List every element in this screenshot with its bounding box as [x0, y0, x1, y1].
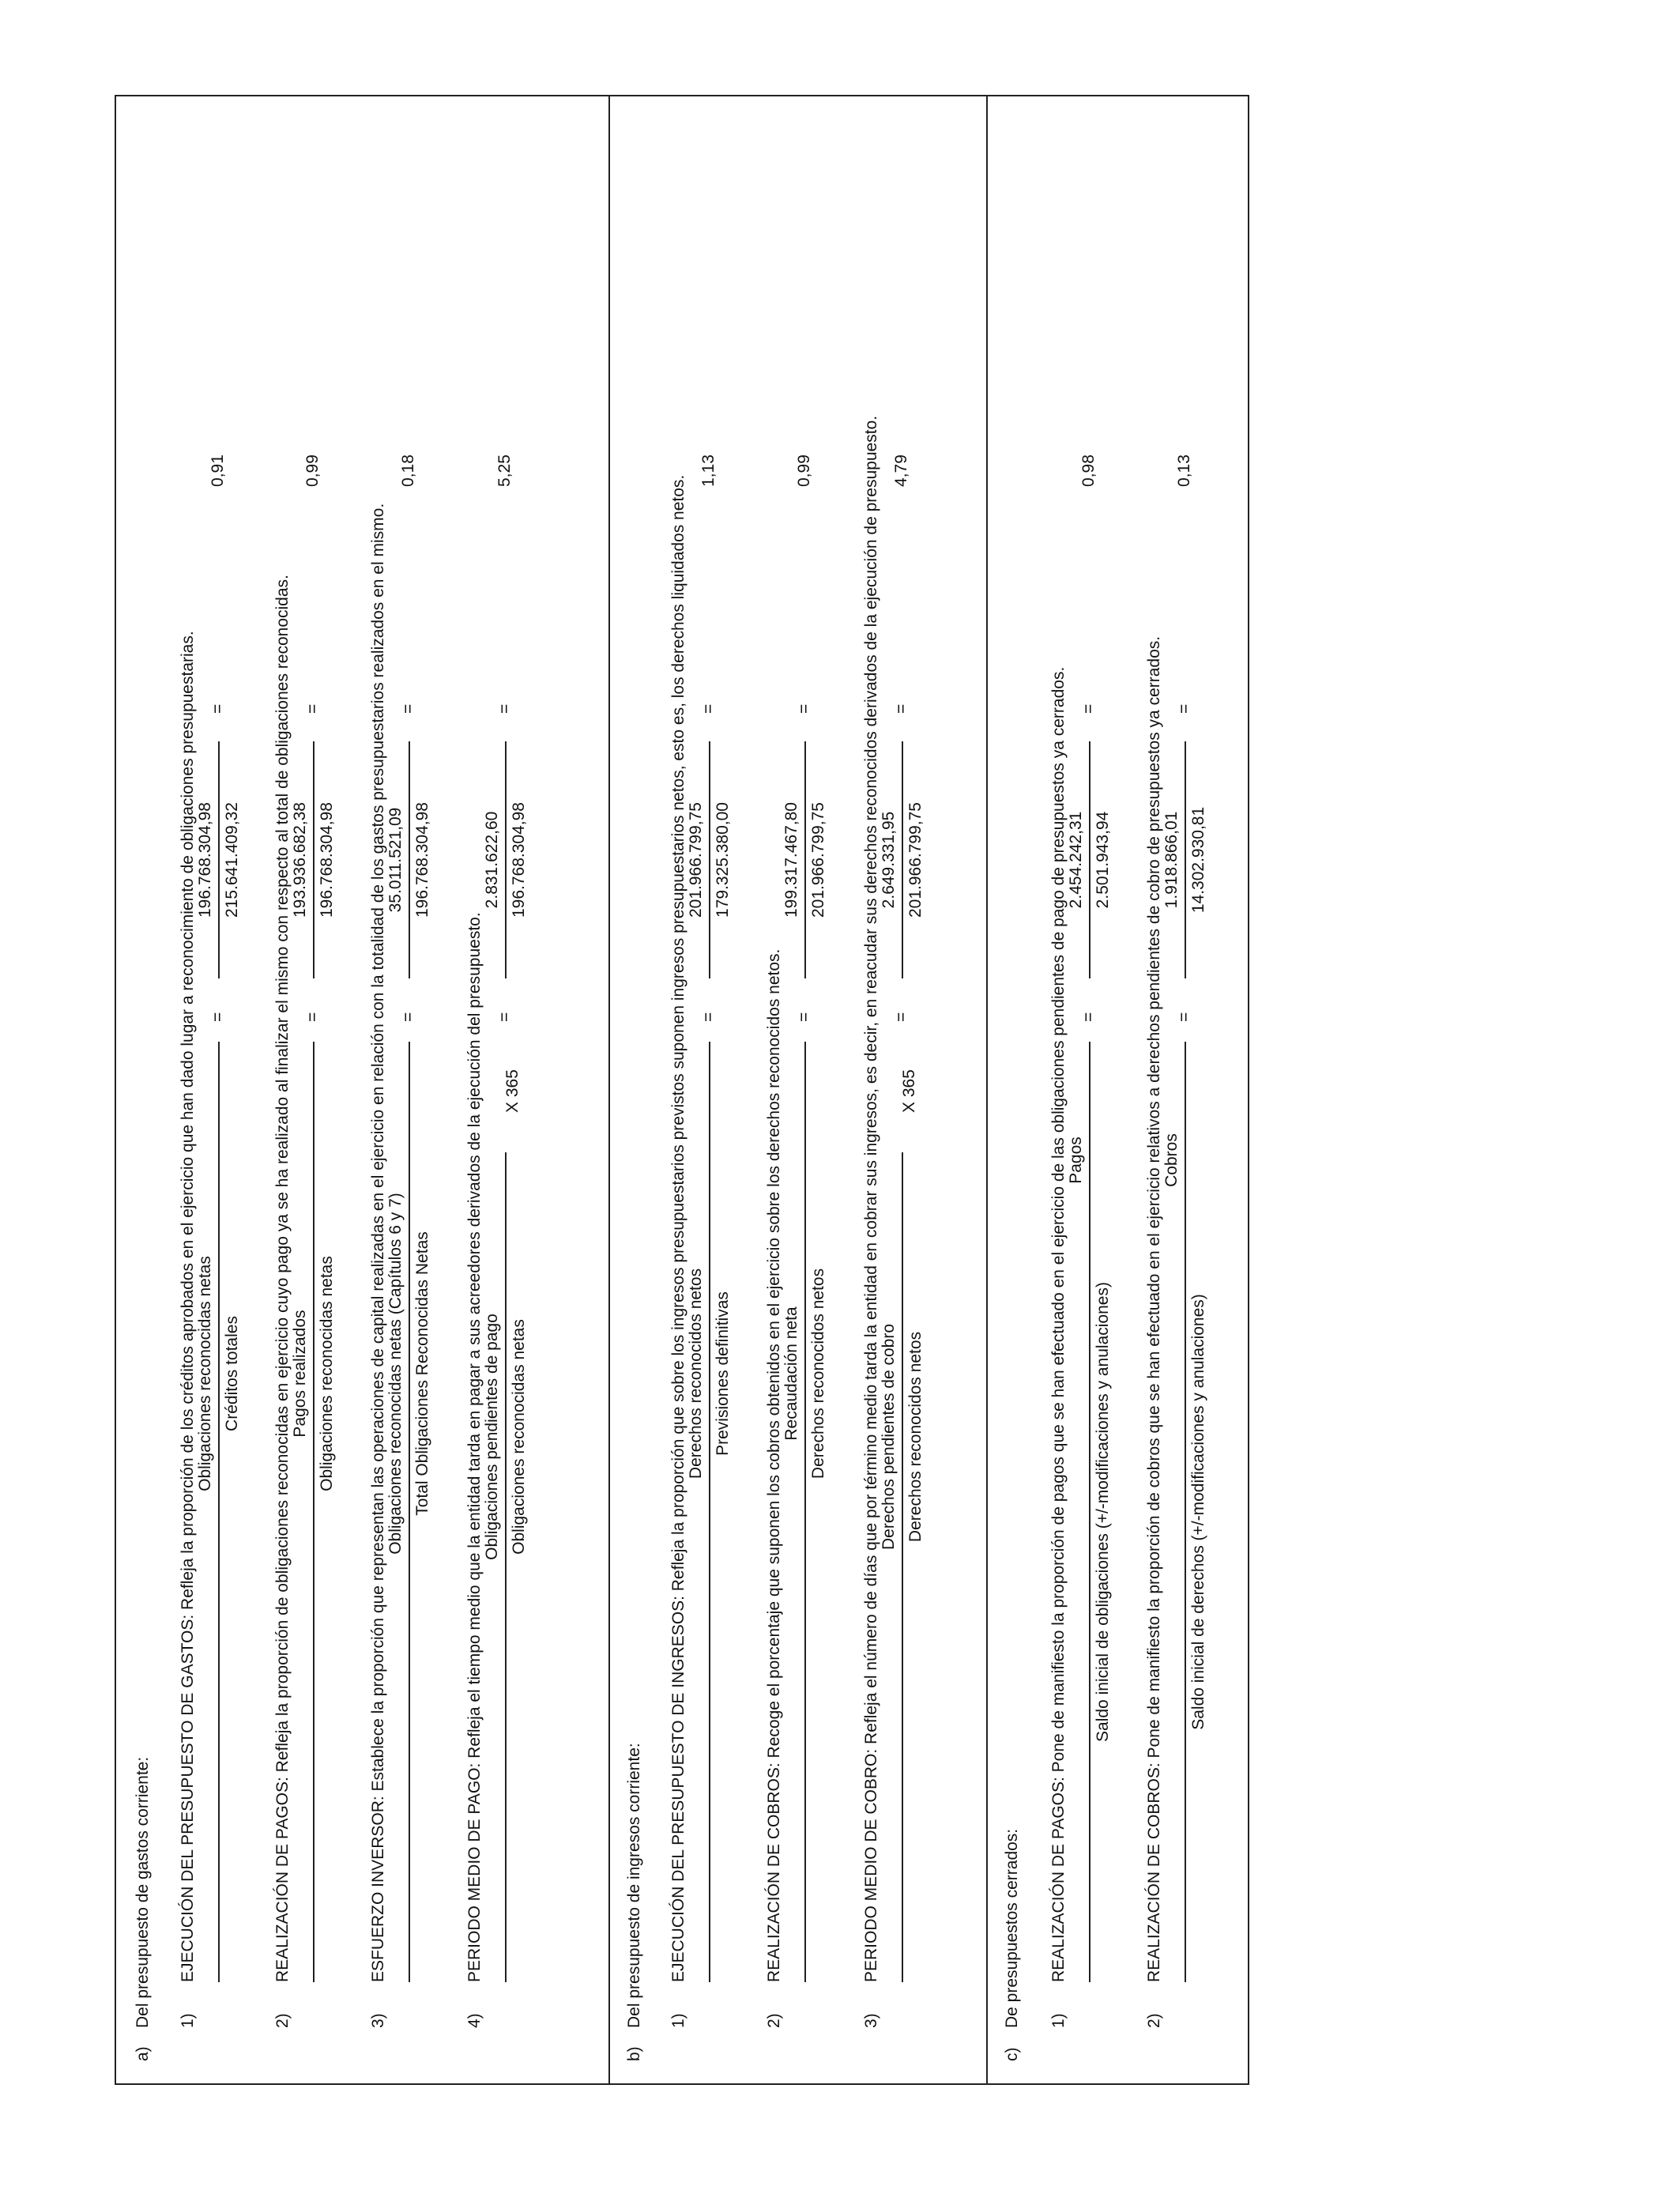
result-value: 1,13 [699, 454, 718, 487]
numerator-value: 196.768.304,98 [196, 802, 214, 918]
value-fraction-line [804, 741, 806, 978]
denominator-value: 201.966.799,75 [906, 802, 925, 918]
section-title: Del presupuesto de gastos corriente: [134, 1756, 152, 2028]
equals-sign: = [495, 1012, 514, 1022]
equals-sign: = [303, 1012, 322, 1022]
result-value: 0,99 [303, 454, 322, 487]
result-value: 0,98 [1079, 454, 1098, 487]
value-fraction-line [505, 741, 507, 978]
numerator-value: 35.011.521,09 [386, 807, 405, 913]
value-fraction-line [313, 741, 315, 978]
denominator-label: Derechos reconocidos netos [906, 1331, 925, 1543]
numerator-label: Pagos realizados [291, 1310, 309, 1438]
item-number: 1) [1049, 2013, 1068, 2028]
equals-sign: = [303, 703, 322, 714]
denominator-label: Derechos reconocidos netos [809, 1268, 827, 1480]
result-value: 0,13 [1175, 454, 1193, 487]
result-value: 0,91 [209, 454, 227, 487]
numerator-value: 193.936.682,38 [291, 802, 309, 918]
fraction-line [1185, 1042, 1186, 1982]
numerator-label: Obligaciones reconocidas netas [196, 1256, 214, 1491]
value-fraction-line [1185, 741, 1186, 978]
equals-sign: = [892, 703, 910, 714]
fraction-line [1089, 1042, 1090, 1982]
fraction-line [902, 1152, 903, 1982]
fraction-line [313, 1042, 315, 1982]
denominator-label: Saldo inicial de obligaciones (+/-modificaciones y anulaciones) [1094, 1282, 1112, 1742]
section-letter: c) [1003, 2047, 1021, 2061]
numerator-value: 2.831.622,60 [483, 811, 501, 909]
denominator-value: 215.641.409,32 [223, 802, 241, 918]
section-title: Del presupuesto de ingresos corriente: [625, 1743, 643, 2028]
numerator-value: 199.317.467,80 [782, 802, 800, 918]
numerator-label: Cobros [1162, 1133, 1181, 1187]
item-description: PERIODO MEDIO DE COBRO: Refleja el número de días que por término medio tarda la entidad en cobrar sus ingresos, es decir, en reacudar sus derechos reconocidos derivados de la ejecución de presupuesto. [862, 415, 880, 1982]
equals-sign: = [1175, 1012, 1193, 1022]
section-letter: b) [625, 2046, 643, 2061]
section-divider [986, 96, 988, 2085]
numerator-label: Derechos reconocidos netos [687, 1268, 705, 1480]
numerator-value: 201.966.799,75 [687, 802, 705, 918]
item-number: 2) [273, 2013, 292, 2028]
fraction-line [709, 1042, 710, 1982]
item-description: REALIZACIÓN DE COBROS: Pone de manifiesto la proporción de cobros que se han efectuado en el ejercicio relativos a derechos pendientes de cobro de presupuestos ya cerrados. [1145, 635, 1163, 1982]
numerator-label: Obligaciones pendientes de pago [483, 1314, 501, 1560]
value-fraction-line [1089, 741, 1090, 978]
fraction-line [505, 1152, 507, 1982]
equals-sign: = [795, 1012, 813, 1022]
equals-sign: = [495, 703, 514, 714]
result-value: 5,25 [495, 454, 514, 487]
result-value: 0,18 [399, 454, 417, 487]
value-fraction-line [218, 741, 220, 978]
denominator-value: 196.768.304,98 [413, 802, 431, 918]
item-description: REALIZACIÓN DE PAGOS: Pone de manifiesto la proporción de pagos que se han efectuado en el ejercicio de las obligaciones pendientes de pago de presupuestos ya cerrados. [1049, 666, 1068, 1982]
equals-sign: = [795, 703, 813, 714]
item-description: REALIZACIÓN DE PAGOS: Refleja la proporción de obligaciones reconocidas en ejercicio cuyo pago ya se ha realizado al finalizar el mismo con respecto al total de obligaciones reconocidas. [273, 575, 292, 1982]
item-number: 3) [862, 2013, 880, 2028]
value-fraction-line [902, 741, 903, 978]
denominator-value: 14.302.930,81 [1189, 806, 1207, 914]
numerator-label: Pagos [1067, 1137, 1085, 1184]
fraction-line [218, 1042, 220, 1982]
item-number: 1) [669, 2013, 687, 2028]
denominator-label: Total Obligaciones Reconocidas Netas [413, 1231, 431, 1516]
item-number: 1) [179, 2013, 197, 2028]
numerator-value: 2.649.331,95 [880, 811, 898, 909]
denominator-label: Obligaciones reconocidas netas [318, 1256, 336, 1491]
denominator-value: 196.768.304,98 [318, 802, 336, 918]
item-number: 2) [765, 2013, 783, 2028]
denominator-value: 2.501.943,94 [1094, 811, 1112, 909]
denominator-value: 201.966.799,75 [809, 802, 827, 918]
item-description: EJECUCIÓN DEL PRESUPUESTO DE GASTOS: Refleja la proporción de los créditos aprobados en el ejercicio que han dado lugar a reconocimiento de obligaciones presupuestarias. [179, 631, 197, 1982]
item-number: 3) [369, 2013, 387, 2028]
equals-sign: = [1079, 1012, 1098, 1022]
item-description: REALIZACIÓN DE COBROS: Recoge el porcentaje que suponen los cobros obtenidos en el ejercicio sobre los derechos reconocidos netos. [765, 948, 783, 1982]
denominator-label: Obligaciones reconocidas netas [510, 1319, 528, 1555]
numerator-label: Obligaciones reconocidas netas (Capítulos 6 y 7) [386, 1193, 405, 1555]
equals-sign: = [699, 1012, 718, 1022]
rotated-content [116, 96, 1249, 2085]
section-title: De presupuestos cerrados: [1003, 1828, 1021, 2028]
multiplier: X 365 [503, 1069, 522, 1113]
item-number: 2) [1145, 2013, 1163, 2028]
denominator-label: Saldo inicial de derechos (+/-modificaciones y anulaciones) [1189, 1294, 1207, 1730]
numerator-label: Derechos pendientes de cobro [880, 1323, 898, 1551]
numerator-value: 1.918.866,01 [1162, 811, 1181, 909]
fraction-line [409, 1042, 410, 1982]
equals-sign: = [1079, 703, 1098, 714]
item-description: EJECUCIÓN DEL PRESUPUESTO DE INGRESOS: Refleja la proporción que sobre los ingresos presupuestarios previstos suponen ingresos presupuestarios netos, esto es, los derechos liquidados netos. [669, 474, 687, 1982]
denominator-value: 179.325.380,00 [714, 802, 732, 918]
denominator-value: 196.768.304,98 [510, 802, 528, 918]
denominator-label: Créditos totales [223, 1316, 241, 1431]
equals-sign: = [399, 703, 417, 714]
item-description: ESFUERZO INVERSOR: Establece la proporción que representan las operaciones de capital realizadas en el ejercicio en relación con la totalidad de los gastos presupuestarios realizados en el mismo. [369, 503, 387, 1982]
fraction-line [804, 1042, 806, 1982]
section-divider [608, 96, 610, 2085]
item-number: 4) [465, 2013, 484, 2028]
indicators-table [115, 95, 1249, 2085]
result-value: 4,79 [892, 454, 910, 487]
denominator-label: Previsiones definitivas [714, 1291, 732, 1456]
equals-sign: = [209, 1012, 227, 1022]
result-value: 0,99 [795, 454, 813, 487]
equals-sign: = [699, 703, 718, 714]
multiplier: X 365 [900, 1069, 918, 1113]
equals-sign: = [1175, 703, 1193, 714]
equals-sign: = [892, 1012, 910, 1022]
numerator-label: Recaudación neta [782, 1306, 800, 1441]
value-fraction-line [709, 741, 710, 978]
equals-sign: = [209, 703, 227, 714]
numerator-value: 2.454.242,31 [1067, 811, 1085, 909]
value-fraction-line [409, 741, 410, 978]
item-description: PERIODO MEDIO DE PAGO: Refleja el tiempo medio que la entidad tarda en pagar a sus acreedores derivados de la ejecución del presupuesto. [465, 912, 484, 1982]
equals-sign: = [399, 1012, 417, 1022]
section-letter: a) [134, 2046, 152, 2061]
